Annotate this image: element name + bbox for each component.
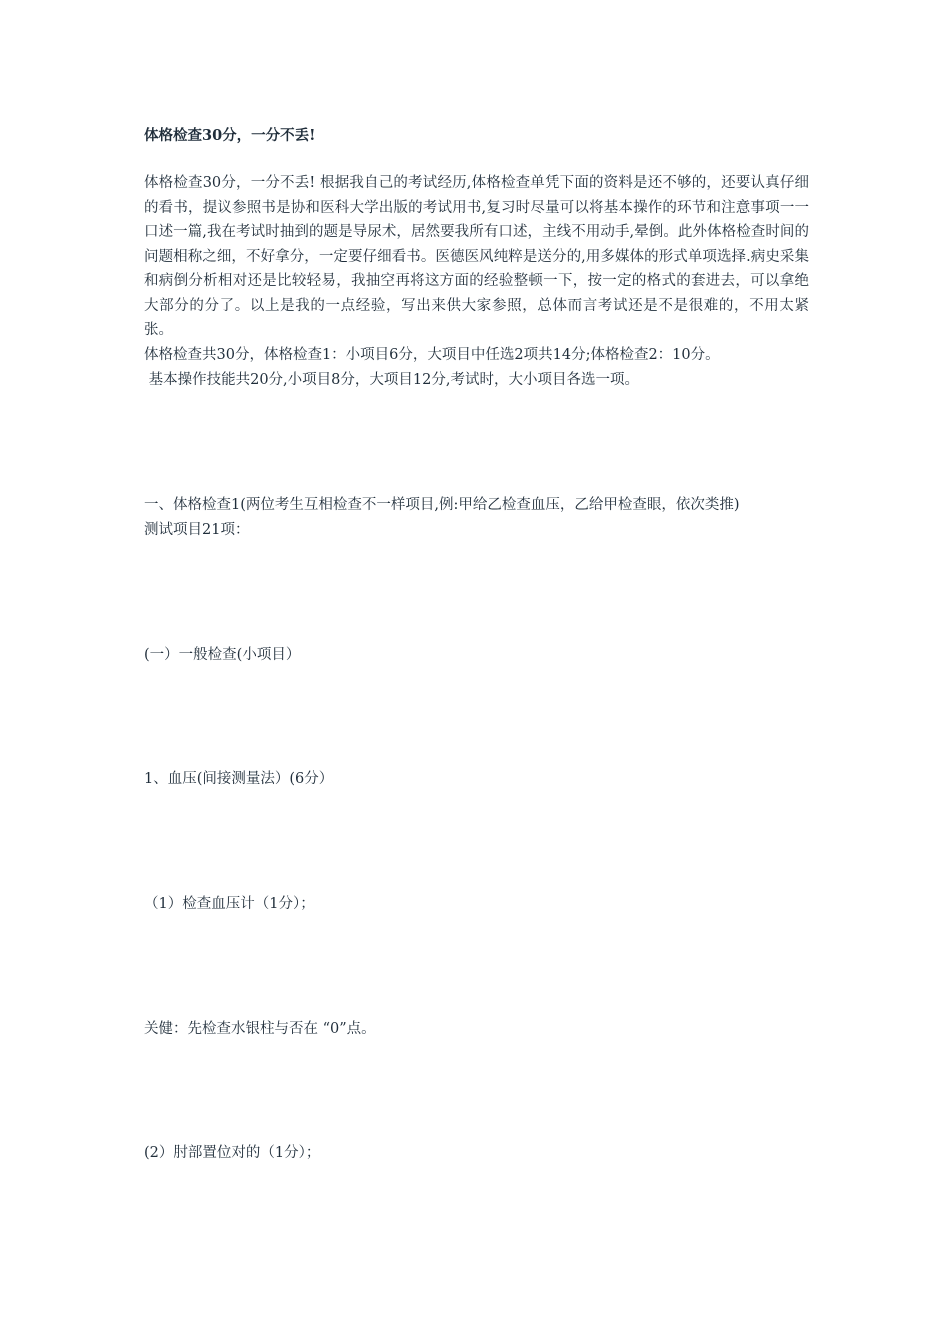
item-blood-pressure: 1、血压(间接测量法）(6分）	[144, 771, 334, 787]
document-title: 体格检查30分，一分不丢!	[144, 127, 316, 144]
score-summary-line-2: 基本操作技能共20分,小项目8分，大项目12分,考试时，大小项目各选一项。	[144, 372, 639, 388]
step-elbow-position: (2）肘部置位对的（1分）；	[144, 1145, 321, 1161]
intro-paragraph: 体格检查30分，一分不丢! 根据我自己的考试经历,体格检查单凭下面的资料是还不够的，还要认真仔细的看书，提议参照书是协和医科大学出版的考试用书,复习时尽量可以将基本操作的环节和注意事项一一口述一篇,我在考试时抽到的题是导尿术，居然要我所有口述，主线不用动手,晕倒。此外体格检查时间的问题相称之细，不好拿分，一定要仔细看书。医德医风纯粹是送分的,用多媒体的形式单项选择.病史采集和病倒分析相对还是比较轻易，我抽空再将这方面的经验整顿一下，按一定的格式的套进去，可以拿绝大部分的分了。以上是我的一点经验，写出来供大家参照，总体而言考试还是不是很难的，不用太紧张。	[144, 175, 809, 338]
section-one-heading: 一、体格检查1(两位考生互相检查不一样项目,例:甲给乙检查血压，乙给甲检查眼，依次类推)	[144, 497, 740, 513]
step-check-sphygmomanometer: （1）检查血压计（1分）；	[144, 896, 315, 912]
subsection-general-check: (一）一般检查(小项目）	[144, 647, 301, 663]
section-one-item-count: 测试项目21项：	[144, 522, 250, 538]
score-summary-line-1: 体格检查共30分，体格检查1：小项目6分，大项目中任选2项共14分;体格检查2：10分。	[144, 347, 720, 363]
key-point-mercury-zero: 关健：先检查水银柱与否在 “0”点。	[144, 1021, 376, 1037]
